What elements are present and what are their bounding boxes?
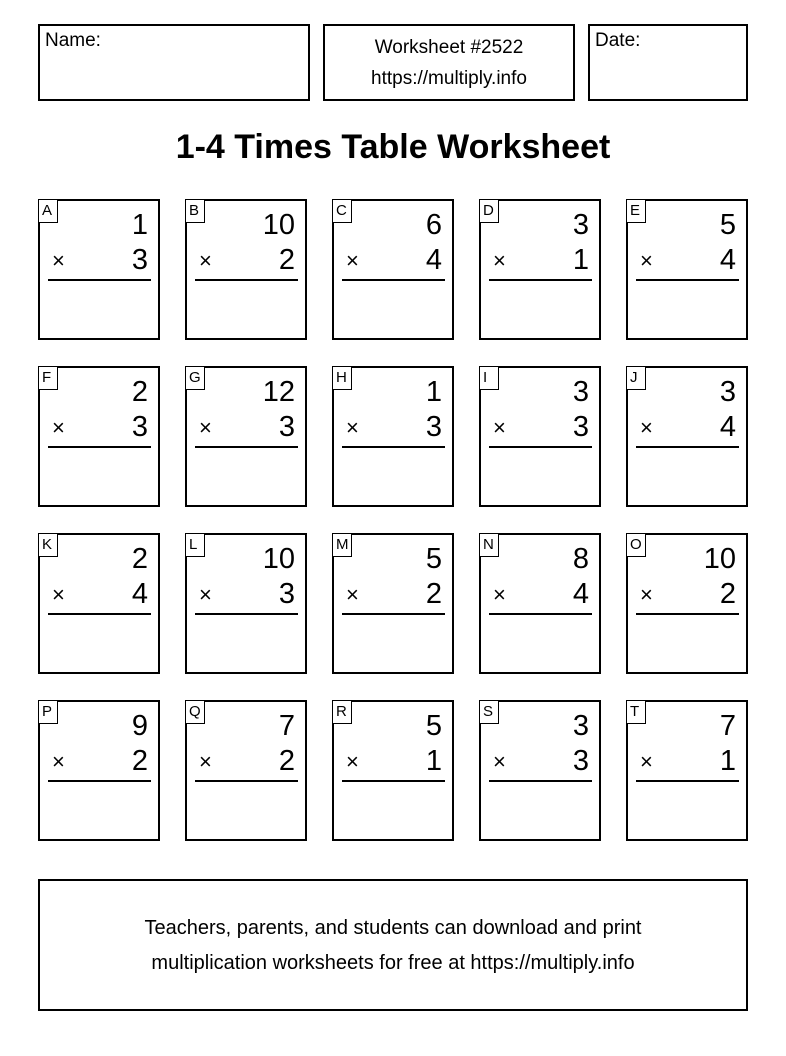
answer-rule bbox=[636, 279, 739, 281]
problem-label: J bbox=[626, 366, 646, 390]
problem-label: R bbox=[332, 700, 352, 724]
date-label: Date: bbox=[595, 30, 641, 51]
problem-card[interactable] bbox=[332, 533, 454, 674]
answer-rule bbox=[489, 446, 592, 448]
multiplicand: 10 bbox=[262, 209, 295, 241]
problem-card[interactable] bbox=[185, 199, 307, 340]
multiplier: 2 bbox=[278, 244, 295, 276]
multiply-sign: × bbox=[52, 582, 65, 607]
worksheet-url[interactable]: https://multiply.info bbox=[371, 68, 527, 89]
problem-card[interactable] bbox=[626, 533, 748, 674]
worksheet-number: Worksheet #2522 bbox=[374, 37, 524, 58]
page-title: 1-4 Times Table Worksheet bbox=[175, 128, 611, 166]
problem-label: M bbox=[332, 533, 352, 557]
problem-label: H bbox=[332, 366, 352, 390]
problem-card[interactable] bbox=[332, 366, 454, 507]
multiplicand: 2 bbox=[131, 376, 148, 408]
multiply-sign: × bbox=[346, 582, 359, 607]
answer-rule bbox=[195, 780, 298, 782]
multiplier: 1 bbox=[572, 244, 589, 276]
multiplicand: 10 bbox=[262, 543, 295, 575]
problem-label: L bbox=[185, 533, 205, 557]
problem-label: O bbox=[626, 533, 646, 557]
problem-card[interactable] bbox=[38, 700, 160, 841]
multiply-sign: × bbox=[493, 248, 506, 273]
problem-label: P bbox=[38, 700, 58, 724]
multiply-sign: × bbox=[640, 582, 653, 607]
answer-rule bbox=[342, 279, 445, 281]
multiplicand: 3 bbox=[572, 209, 589, 241]
multiply-sign: × bbox=[640, 415, 653, 440]
multiplicand: 10 bbox=[703, 543, 736, 575]
answer-rule bbox=[636, 780, 739, 782]
multiply-sign: × bbox=[199, 582, 212, 607]
answer-rule bbox=[636, 446, 739, 448]
problem-label: F bbox=[38, 366, 58, 390]
multiplicand: 5 bbox=[719, 209, 736, 241]
problem-card[interactable] bbox=[479, 700, 601, 841]
multiplier: 2 bbox=[425, 578, 442, 610]
answer-rule bbox=[489, 780, 592, 782]
answer-rule bbox=[48, 446, 151, 448]
problem-label: I bbox=[479, 366, 499, 390]
answer-rule bbox=[342, 780, 445, 782]
multiply-sign: × bbox=[199, 248, 212, 273]
multiplicand: 1 bbox=[425, 376, 442, 408]
problem-card[interactable] bbox=[185, 533, 307, 674]
answer-rule bbox=[489, 279, 592, 281]
multiplier: 2 bbox=[278, 745, 295, 777]
answer-rule bbox=[48, 279, 151, 281]
problem-card[interactable] bbox=[626, 366, 748, 507]
multiply-sign: × bbox=[199, 749, 212, 774]
multiplicand: 2 bbox=[131, 543, 148, 575]
multiplier: 3 bbox=[131, 411, 148, 443]
multiply-sign: × bbox=[52, 749, 65, 774]
multiply-sign: × bbox=[493, 749, 506, 774]
problem-card[interactable] bbox=[626, 199, 748, 340]
name-label: Name: bbox=[45, 30, 101, 51]
problem-label: B bbox=[185, 199, 205, 223]
multiply-sign: × bbox=[346, 248, 359, 273]
multiplicand: 5 bbox=[425, 543, 442, 575]
multiplicand: 5 bbox=[425, 710, 442, 742]
multiplier: 1 bbox=[719, 745, 736, 777]
multiply-sign: × bbox=[52, 415, 65, 440]
problem-card[interactable] bbox=[185, 366, 307, 507]
multiplier: 3 bbox=[572, 411, 589, 443]
footer-line-2: multiplication worksheets for free at https://multiply.info bbox=[151, 952, 635, 974]
multiplier: 3 bbox=[131, 244, 148, 276]
multiplicand: 9 bbox=[131, 710, 148, 742]
problem-card[interactable] bbox=[479, 533, 601, 674]
answer-rule bbox=[636, 613, 739, 615]
problem-card[interactable] bbox=[626, 700, 748, 841]
multiplicand: 3 bbox=[572, 710, 589, 742]
footer-line-1: Teachers, parents, and students can download and print bbox=[144, 917, 642, 939]
answer-rule bbox=[195, 279, 298, 281]
problem-label: T bbox=[626, 700, 646, 724]
problem-card[interactable] bbox=[185, 700, 307, 841]
multiplicand: 7 bbox=[719, 710, 736, 742]
answer-rule bbox=[342, 613, 445, 615]
multiply-sign: × bbox=[640, 749, 653, 774]
multiplier: 4 bbox=[719, 411, 736, 443]
problem-label: G bbox=[185, 366, 205, 390]
problem-label: N bbox=[479, 533, 499, 557]
multiply-sign: × bbox=[640, 248, 653, 273]
answer-rule bbox=[195, 613, 298, 615]
problem-card[interactable] bbox=[479, 366, 601, 507]
problem-label: A bbox=[38, 199, 58, 223]
answer-rule bbox=[195, 446, 298, 448]
multiplier: 4 bbox=[719, 244, 736, 276]
problem-label: K bbox=[38, 533, 58, 557]
problem-label: C bbox=[332, 199, 352, 223]
multiplier: 3 bbox=[278, 578, 295, 610]
multiply-sign: × bbox=[346, 749, 359, 774]
problem-label: E bbox=[626, 199, 646, 223]
multiplier: 2 bbox=[131, 745, 148, 777]
problem-card[interactable] bbox=[479, 199, 601, 340]
problem-card[interactable] bbox=[38, 533, 160, 674]
multiplier: 2 bbox=[719, 578, 736, 610]
multiply-sign: × bbox=[52, 248, 65, 273]
problem-card[interactable] bbox=[38, 366, 160, 507]
answer-rule bbox=[342, 446, 445, 448]
multiplier: 3 bbox=[572, 745, 589, 777]
answer-rule bbox=[48, 780, 151, 782]
multiply-sign: × bbox=[493, 415, 506, 440]
multiplier: 1 bbox=[425, 745, 442, 777]
answer-rule bbox=[489, 613, 592, 615]
multiply-sign: × bbox=[199, 415, 212, 440]
problem-card[interactable] bbox=[38, 199, 160, 340]
multiply-sign: × bbox=[493, 582, 506, 607]
multiplicand: 12 bbox=[262, 376, 295, 408]
problem-card[interactable] bbox=[332, 700, 454, 841]
multiplicand: 3 bbox=[719, 376, 736, 408]
problem-label: D bbox=[479, 199, 499, 223]
problem-label: Q bbox=[185, 700, 205, 724]
problem-label: S bbox=[479, 700, 499, 724]
multiplicand: 3 bbox=[572, 376, 589, 408]
multiplicand: 1 bbox=[131, 209, 148, 241]
multiplier: 4 bbox=[572, 578, 589, 610]
multiplicand: 7 bbox=[278, 710, 295, 742]
problem-card[interactable] bbox=[332, 199, 454, 340]
answer-rule bbox=[48, 613, 151, 615]
multiplier: 3 bbox=[278, 411, 295, 443]
multiplier: 3 bbox=[425, 411, 442, 443]
multiply-sign: × bbox=[346, 415, 359, 440]
multiplicand: 6 bbox=[425, 209, 442, 241]
multiplicand: 8 bbox=[572, 543, 589, 575]
footer-box bbox=[38, 879, 748, 1011]
multiplier: 4 bbox=[131, 578, 148, 610]
multiplier: 4 bbox=[425, 244, 442, 276]
